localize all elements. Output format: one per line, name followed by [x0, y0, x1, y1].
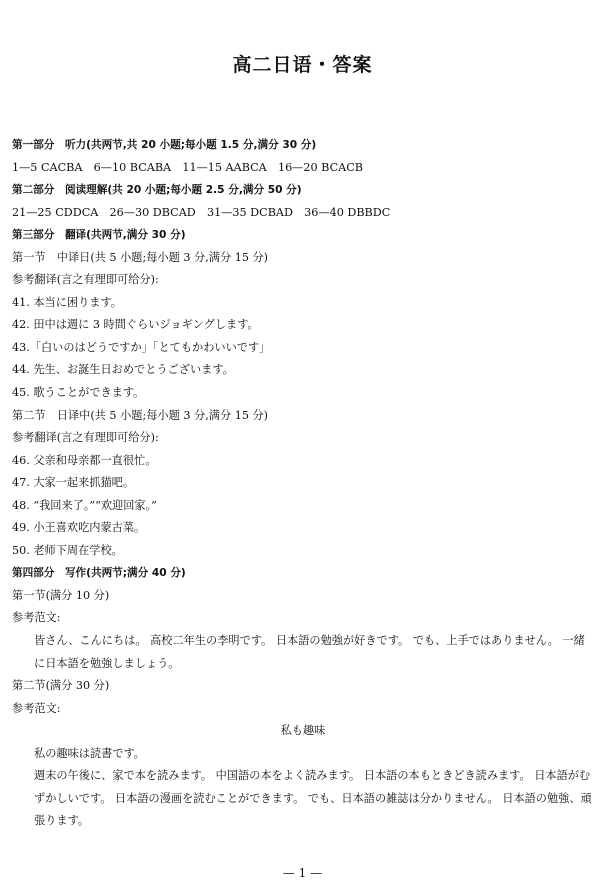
answer-item-46: 46. 父亲和母亲都一直很忙。: [12, 453, 157, 467]
part3-heading: 第三部分 翻译(共两节,满分 30 分): [12, 229, 186, 242]
answer-key-body: [12, 134, 594, 833]
part4-section1-heading: 第一节(满分 10 分): [12, 588, 110, 602]
answer-item-48: 48. “我回来了。”“欢迎回家。”: [12, 498, 157, 512]
part3-section1-heading: 第一节 中译日(共 5 小题;每小题 3 分,满分 15 分): [12, 250, 269, 264]
part3-section1-note: 参考翻译(言之有理即可给分):: [12, 273, 159, 287]
document-title: 高二日语・答案: [232, 54, 373, 76]
part4-section2-note: 参考范文:: [12, 701, 61, 715]
sample-essay-1: 皆さん、こんにちは。 高校二年生の李明です。 日本語の勉強が好きです。 でも、上手ではありません。 一緒に日本語を勉強しましょう。: [34, 634, 585, 670]
part4-section2-heading: 第二节(满分 30 分): [12, 679, 110, 693]
answer-item-41: 41. 本当に困ります。: [12, 295, 122, 309]
part1-answers: 1—5 CACBA 6—10 BCABA 11—15 AABCA 16—20 BCACB: [12, 160, 364, 174]
page-number: — 1 —: [282, 866, 323, 880]
answer-item-43: 43.「白いのはどうですか」「とてもかわいいです」: [12, 340, 271, 354]
answer-item-42: 42. 田中は週に 3 時間ぐらいジョギングします。: [12, 318, 259, 332]
answer-item-47: 47. 大家一起来抓猫吧。: [12, 476, 135, 490]
essay-paragraph-1: 私の趣味は読書です。: [34, 746, 145, 760]
essay-title: 私も趣味: [280, 724, 326, 738]
part4-section1-note: 参考范文:: [12, 611, 61, 625]
answer-item-49: 49. 小王喜欢吃内蒙古菜。: [12, 521, 146, 535]
part2-heading: 第二部分 阅读理解(共 20 小题;每小题 2.5 分,满分 50 分): [12, 184, 302, 197]
part3-section2-heading: 第二节 日译中(共 5 小题;每小题 3 分,满分 15 分): [12, 408, 269, 422]
answer-item-50: 50. 老师下周在学校。: [12, 543, 123, 557]
answer-item-44: 44. 先生、お誕生日おめでとうございます。: [12, 363, 234, 377]
answer-item-45: 45. 歌うことができます。: [12, 386, 145, 400]
essay-paragraph-2: 週末の午後に、家で本を読みます。 中国語の本をよく読みます。 日本語の本もときどき読みます。 日本語がむずかしいです。 日本語の漫画を読むことができます。 でも、日本語の雑誌は分かりません。 日本語の勉強、頑張ります。: [34, 769, 592, 828]
part3-section2-note: 参考翻译(言之有理即可给分):: [12, 431, 159, 445]
part2-answers: 21—25 CDDCA 26—30 DBCAD 31—35 DCBAD 36—40 DBBDC: [12, 205, 391, 219]
part1-heading: 第一部分 听力(共两节,共 20 小题;每小题 1.5 分,满分 30 分): [12, 139, 317, 151]
part4-heading: 第四部分 写作(共两节;满分 40 分): [12, 567, 186, 580]
